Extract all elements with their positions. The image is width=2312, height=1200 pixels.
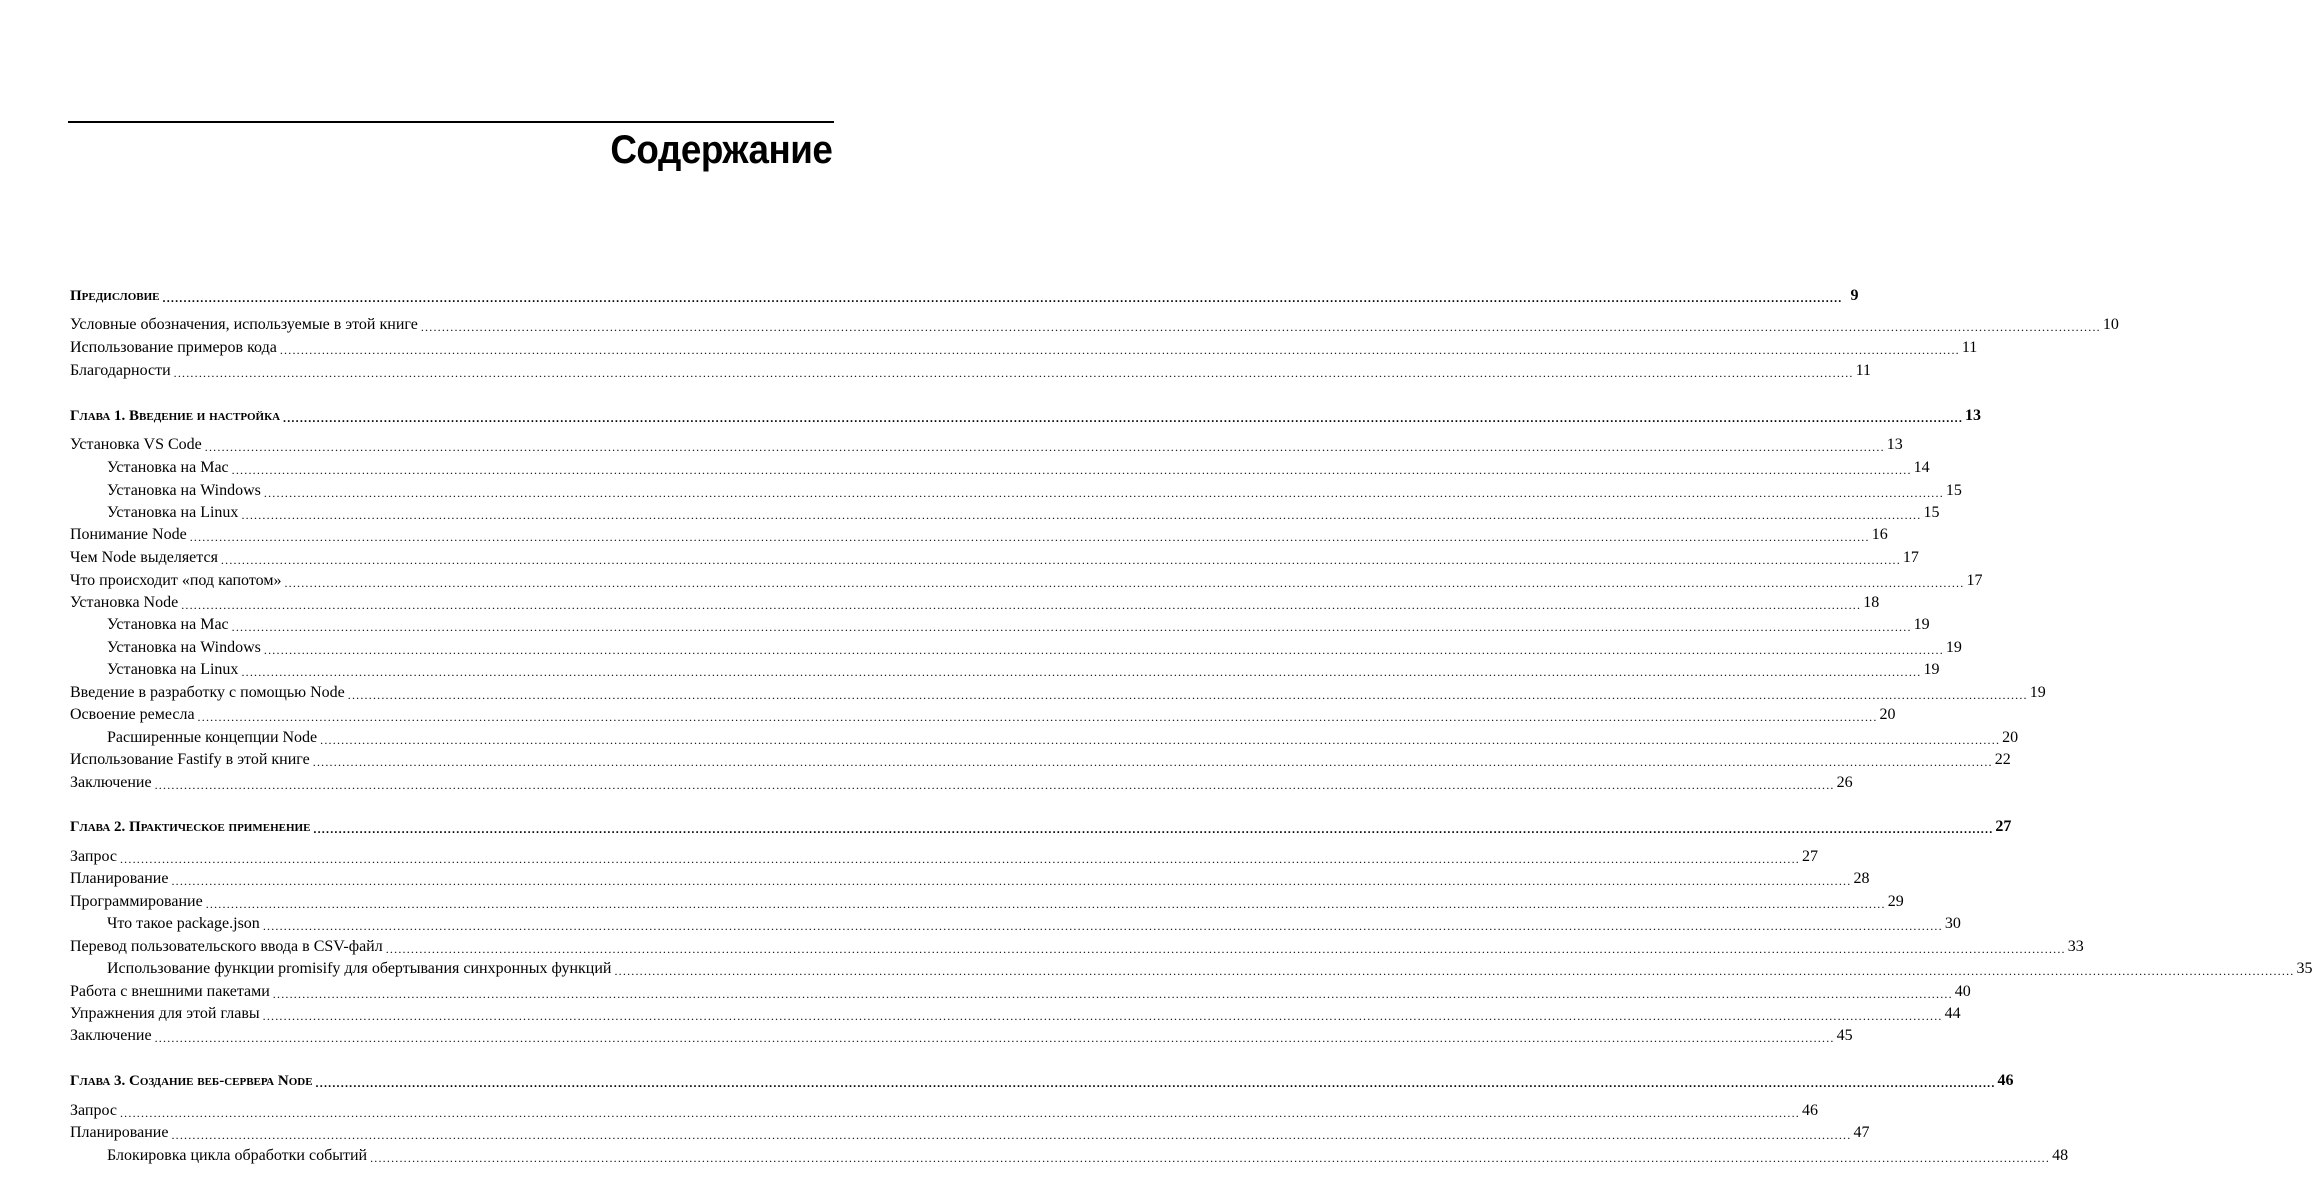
toc-leader-dots: ................................................................................................................................................................................................................................................................................................................................................................................................................ <box>313 822 1994 836</box>
toc-page-number: 19 <box>1923 661 1940 678</box>
toc-leader-dots: ................................................................................................................................................................................................................................................................................................................................................................................................................ <box>162 291 1843 305</box>
toc-leader-dots: ................................................................................................................................................................................................................................................................................................................................................................................................................ <box>154 1031 1835 1045</box>
toc-page-number: 15 <box>1945 482 1962 499</box>
toc-entry <box>70 771 1853 793</box>
toc-entry-title: Запрос <box>70 848 117 865</box>
toc-entry <box>107 912 1961 934</box>
toc-page-number: 13 <box>1965 407 1982 424</box>
toc-entry-title: Установка Node <box>70 594 179 611</box>
toc-entry-title: Установка на Mac <box>107 459 229 476</box>
toc-entry-title: Установка на Linux <box>107 504 239 521</box>
toc-page-number: 47 <box>1853 1124 1870 1141</box>
toc-page-number: 18 <box>1863 594 1880 611</box>
toc-entry-title: Планирование <box>70 1124 169 1141</box>
toc-leader-dots: ................................................................................................................................................................................................................................................................................................................................................................................................................ <box>119 852 1800 866</box>
toc-entry <box>70 748 2011 770</box>
toc-leader-dots: ................................................................................................................................................................................................................................................................................................................................................................................................................ <box>283 411 1964 425</box>
toc-entry-title: Работа с внешними пакетами <box>70 983 270 1000</box>
toc-leader-dots: ................................................................................................................................................................................................................................................................................................................................................................................................................ <box>231 463 1912 477</box>
toc-leader-dots: ................................................................................................................................................................................................................................................................................................................................................................................................................ <box>262 919 1943 933</box>
toc-leader-dots: ................................................................................................................................................................................................................................................................................................................................................................................................................ <box>154 778 1835 792</box>
toc-entry <box>70 359 1872 381</box>
toc-entry <box>70 867 1870 889</box>
toc-page-number: 27 <box>1801 848 1818 865</box>
toc-page-number: 11 <box>1855 362 1872 379</box>
toc-page-number: 20 <box>1879 706 1896 723</box>
toc-leader-dots: ................................................................................................................................................................................................................................................................................................................................................................................................................ <box>420 320 2101 334</box>
toc-entry <box>70 313 2119 335</box>
toc-entry-title: Глава 2. Практическое применение <box>70 819 311 835</box>
toc-page-number: 17 <box>1902 549 1919 566</box>
toc-entry-title: Использование Fastify в этой книге <box>70 751 310 768</box>
toc-entry-title: Что такое package.json <box>107 915 260 932</box>
toc-leader-dots: ................................................................................................................................................................................................................................................................................................................................................................................................................ <box>171 874 1852 888</box>
toc-entry <box>107 456 1930 478</box>
toc-entry-title: Программирование <box>70 893 203 910</box>
toc-page-number: 11 <box>1961 339 1978 356</box>
toc-entry-title: Глава 1. Введение и настройка <box>70 408 281 424</box>
toc-page-number: 40 <box>1954 983 1971 1000</box>
toc-page-number: 48 <box>2052 1147 2069 1164</box>
toc-page-number: 10 <box>2102 316 2119 333</box>
toc-entry-title: Что происходит «под капотом» <box>70 572 282 589</box>
toc-entry <box>107 1144 2069 1166</box>
toc-chapter-entry <box>70 1069 2014 1091</box>
toc-page-number: 13 <box>1886 436 1903 453</box>
toc-page-number: 28 <box>1853 870 1870 887</box>
toc-leader-dots: ................................................................................................................................................................................................................................................................................................................................................................................................................ <box>241 665 1922 679</box>
toc-leader-dots: ................................................................................................................................................................................................................................................................................................................................................................................................................ <box>231 620 1912 634</box>
toc-leader-dots: ................................................................................................................................................................................................................................................................................................................................................................................................................ <box>315 1076 1996 1090</box>
toc-entry-title: Установка на Windows <box>107 639 261 656</box>
toc-entry-title: Установка на Linux <box>107 661 239 678</box>
toc-entry <box>70 569 1983 591</box>
toc-entry <box>107 726 2019 748</box>
toc-entry <box>70 1099 1818 1121</box>
toc-entry <box>70 681 2046 703</box>
toc-entry-title: Установка на Mac <box>107 616 229 633</box>
toc-entry <box>70 523 1888 545</box>
toc-entry <box>70 935 2084 957</box>
toc-entry-title: Заключение <box>70 774 152 791</box>
toc-page-number: 29 <box>1887 893 1904 910</box>
toc-entry <box>70 546 1919 568</box>
toc-entry <box>70 1024 1853 1046</box>
toc-page-number: 46 <box>1997 1072 2014 1089</box>
toc-entry <box>107 658 1940 680</box>
toc-page-number: 19 <box>2029 684 2046 701</box>
toc-entry <box>70 591 1880 613</box>
toc-leader-dots: ................................................................................................................................................................................................................................................................................................................................................................................................................ <box>241 508 1922 522</box>
toc-entry-title: Запрос <box>70 1102 117 1119</box>
toc-entry-title: Упражнения для этой главы <box>70 1005 260 1022</box>
toc-page-number: 46 <box>1801 1102 1818 1119</box>
toc-leader-dots: ................................................................................................................................................................................................................................................................................................................................................................................................................ <box>171 1128 1852 1142</box>
toc-entry-title: Блокировка цикла обработки событий <box>107 1147 368 1164</box>
toc-entry <box>70 336 1978 358</box>
toc-entry-title: Чем Node выделяется <box>70 549 218 566</box>
toc-entry-title: Заключение <box>70 1027 152 1044</box>
toc-leader-dots: ................................................................................................................................................................................................................................................................................................................................................................................................................ <box>312 755 1993 769</box>
toc-leader-dots: ................................................................................................................................................................................................................................................................................................................................................................................................................ <box>205 897 1886 911</box>
toc-entry-title: Расширенные концепции Node <box>107 729 318 746</box>
toc-entry-title: Глава 3. Создание веб-сервера Node <box>70 1073 313 1089</box>
toc-leader-dots: ................................................................................................................................................................................................................................................................................................................................................................................................................ <box>204 440 1885 454</box>
page-title: Содержание <box>609 128 832 172</box>
toc-leader-dots: ................................................................................................................................................................................................................................................................................................................................................................................................................ <box>284 576 1965 590</box>
toc-leader-dots: ................................................................................................................................................................................................................................................................................................................................................................................................................ <box>370 1151 2051 1165</box>
toc-entry-title: Использование примеров кода <box>70 339 277 356</box>
toc-entry <box>107 479 1962 501</box>
toc-chapter-entry <box>70 815 2012 837</box>
toc-leader-dots: ................................................................................................................................................................................................................................................................................................................................................................................................................ <box>189 530 1870 544</box>
toc-entry-title: Введение в разработку с помощью Node <box>70 684 345 701</box>
toc-entry-title: Условные обозначения, используемые в этой книге <box>70 316 418 333</box>
toc-page-number: 20 <box>2002 729 2019 746</box>
toc-leader-dots: ................................................................................................................................................................................................................................................................................................................................................................................................................ <box>614 964 2295 978</box>
toc-page-number: 9 <box>1850 287 1859 304</box>
toc-entry <box>70 1121 1870 1143</box>
toc-page-number: 22 <box>1994 751 2011 768</box>
toc-entry-title: Перевод пользовательского ввода в CSV-файл <box>70 938 383 955</box>
toc-page-number: 35 <box>2296 960 2312 977</box>
toc-page-number: 17 <box>1966 572 1983 589</box>
toc-page-number: 15 <box>1923 504 1940 521</box>
toc-leader-dots: ................................................................................................................................................................................................................................................................................................................................................................................................................ <box>320 733 2001 747</box>
toc-page-number: 30 <box>1944 915 1961 932</box>
toc-entry <box>70 890 1904 912</box>
toc-entry-title: Освоение ремесла <box>70 706 195 723</box>
toc-page-number: 19 <box>1945 639 1962 656</box>
toc-page-number: 33 <box>2067 938 2084 955</box>
toc-entry-title: Установка на Windows <box>107 482 261 499</box>
toc-entry <box>107 636 1962 658</box>
toc-entry <box>70 703 1896 725</box>
toc-entry-title: Благодарности <box>70 362 171 379</box>
toc-page-number: 26 <box>1836 774 1853 791</box>
toc-entry-title: Использование функции promisify для обертывания синхронных функций <box>107 960 612 977</box>
toc-leader-dots: ................................................................................................................................................................................................................................................................................................................................................................................................................ <box>262 1009 1943 1023</box>
toc-entry <box>70 845 1818 867</box>
toc-page-number: 45 <box>1836 1027 1853 1044</box>
table-of-contents <box>70 0 2312 1200</box>
toc-entry <box>107 501 1940 523</box>
toc-leader-dots: ................................................................................................................................................................................................................................................................................................................................................................................................................ <box>197 710 1878 724</box>
toc-page-number: 16 <box>1871 526 1888 543</box>
toc-entry <box>107 613 1930 635</box>
toc-leader-dots: ................................................................................................................................................................................................................................................................................................................................................................................................................ <box>119 1106 1800 1120</box>
toc-entry-title: Понимание Node <box>70 526 187 543</box>
toc-entry-title: Планирование <box>70 870 169 887</box>
toc-page-number: 19 <box>1913 616 1930 633</box>
toc-entry-title: Установка VS Code <box>70 436 202 453</box>
toc-chapter-entry <box>70 404 1982 426</box>
toc-chapter-entry <box>70 284 1859 306</box>
toc-entry <box>70 980 1971 1002</box>
toc-entry <box>70 433 1903 455</box>
toc-leader-dots: ................................................................................................................................................................................................................................................................................................................................................................................................................ <box>347 688 2028 702</box>
toc-leader-dots: ................................................................................................................................................................................................................................................................................................................................................................................................................ <box>263 643 1944 657</box>
toc-leader-dots: ................................................................................................................................................................................................................................................................................................................................................................................................................ <box>272 987 1953 1001</box>
toc-page-number: 14 <box>1913 459 1930 476</box>
toc-leader-dots: ................................................................................................................................................................................................................................................................................................................................................................................................................ <box>181 598 1862 612</box>
toc-leader-dots: ................................................................................................................................................................................................................................................................................................................................................................................................................ <box>173 366 1854 380</box>
toc-entry <box>107 957 2312 979</box>
toc-leader-dots: ................................................................................................................................................................................................................................................................................................................................................................................................................ <box>279 343 1960 357</box>
toc-page-number: 44 <box>1944 1005 1961 1022</box>
toc-leader-dots: ................................................................................................................................................................................................................................................................................................................................................................................................................ <box>385 942 2066 956</box>
toc-entry-title: Предисловие <box>70 288 160 304</box>
toc-entry <box>70 1002 1961 1024</box>
toc-leader-dots: ................................................................................................................................................................................................................................................................................................................................................................................................................ <box>220 553 1901 567</box>
toc-page-number: 27 <box>1995 818 2012 835</box>
toc-leader-dots: ................................................................................................................................................................................................................................................................................................................................................................................................................ <box>263 486 1944 500</box>
